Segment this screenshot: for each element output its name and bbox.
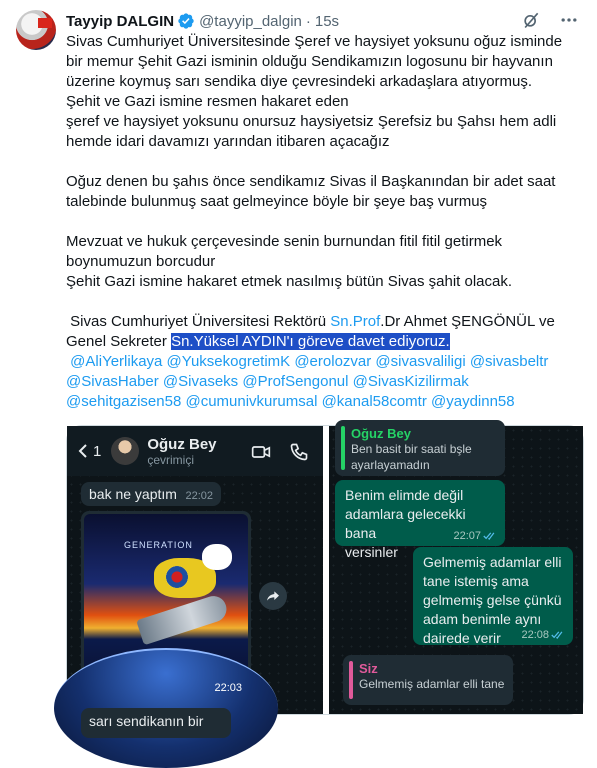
message-meta bbox=[453, 530, 497, 542]
mention-line[interactable]: @AliYerlikaya @YuksekogretimK @erolozvar @sivasvaliligi @sivasbeltr bbox=[66, 353, 549, 370]
tweet-media[interactable] bbox=[66, 425, 584, 729]
message-text: adamlara gelecekki bana bbox=[345, 506, 466, 541]
quote-text: Gelmemiş adamlar elli tane bbox=[359, 677, 505, 691]
chat-actions bbox=[251, 442, 309, 462]
text-line: üzerine koymuş sarı sendika diye çevresindeki arkadaşlara atıyormuş. bbox=[66, 73, 533, 90]
contact-avatar[interactable] bbox=[111, 437, 139, 465]
message-text: dairede verir bbox=[423, 630, 501, 646]
text-line: talebinde bulunmuş saat gelmeyince böyle bir şeye baş vurmuş bbox=[66, 193, 488, 210]
quote-author: Siz bbox=[359, 661, 378, 676]
timestamp[interactable]: 15s bbox=[314, 12, 340, 30]
more-icon[interactable] bbox=[559, 10, 579, 30]
quote-bar bbox=[349, 661, 353, 699]
double-check-icon bbox=[551, 630, 565, 640]
message-text: Benim elimde değil bbox=[345, 487, 464, 503]
quote-bar bbox=[341, 426, 345, 470]
message-text: gelmemiş gelse çünkü bbox=[423, 592, 562, 608]
text-line: boynumuzun borcudur bbox=[66, 253, 216, 270]
image-message[interactable] bbox=[81, 511, 251, 701]
quote-text: Ben basit bir saati bşle bbox=[351, 442, 472, 456]
chat-header bbox=[67, 426, 323, 476]
message-meta bbox=[521, 629, 565, 641]
message-time: 22:02 bbox=[185, 490, 213, 502]
text-line: bir memur Şehit Gazi isminin olduğu Sendikamızın logosunu bir hayvanın bbox=[66, 53, 553, 70]
handle[interactable]: @tayyip_dalgin bbox=[199, 12, 302, 30]
verified-badge-icon bbox=[177, 12, 195, 30]
contact-info bbox=[147, 436, 216, 467]
unread-count: 1 bbox=[93, 442, 102, 460]
display-name[interactable]: Tayyip DALGIN bbox=[66, 12, 175, 30]
message-bubble-out bbox=[413, 547, 573, 645]
contact-name: Oğuz Bey bbox=[147, 435, 217, 453]
image-content bbox=[84, 514, 248, 698]
image-caption: GENERATION bbox=[124, 540, 193, 550]
share-button[interactable] bbox=[259, 582, 287, 610]
text-line: Sivas Cumhuriyet Üniversitesinde Şeref ve haysiyet yoksunu oğuz isminde bbox=[66, 33, 563, 50]
back-arrow-icon[interactable] bbox=[75, 443, 91, 459]
quote-text: ayarlayamadın bbox=[351, 458, 430, 472]
video-call-icon[interactable] bbox=[251, 442, 271, 462]
message-time: 22:08 bbox=[521, 629, 549, 641]
text-line bbox=[66, 312, 588, 332]
avatar[interactable] bbox=[16, 10, 56, 50]
selected-text: Sn.Yüksel AYDIN'ı göreve davet ediyoruz. bbox=[171, 333, 450, 350]
mention-line[interactable]: @sehitgazisen58 @cumunivkurumsal @kanal58comtr @yaydinn58 bbox=[66, 393, 515, 410]
message-text: tane istemiş ama bbox=[423, 573, 529, 589]
text-line: Mevzuat ve hukuk çerçevesinde senin burnundan fitil fitil getirmek bbox=[66, 233, 503, 250]
tweet-header bbox=[66, 10, 587, 32]
message-text: bak ne yaptım bbox=[89, 486, 177, 502]
message-time: 22:03 bbox=[214, 682, 242, 694]
message-bubble bbox=[81, 482, 221, 506]
avatar-flag bbox=[38, 18, 52, 28]
grok-icon[interactable] bbox=[521, 10, 541, 30]
text-line: Oğuz denen bu şahıs önce sendikamız Sivas il Başkanından bir adet saat bbox=[66, 173, 556, 190]
quote-author: Oğuz Bey bbox=[351, 426, 411, 441]
message-text: Gelmemiş adamlar elli bbox=[423, 554, 562, 570]
union-logo bbox=[166, 566, 188, 588]
phone-icon[interactable] bbox=[289, 442, 309, 462]
quoted-message bbox=[343, 655, 513, 705]
bull-head-shape bbox=[202, 544, 232, 570]
message-text: sarı sendikanın bir bbox=[89, 713, 204, 729]
message-time: 22:07 bbox=[453, 530, 481, 542]
header-actions bbox=[521, 10, 579, 30]
message-text: versinler bbox=[345, 544, 398, 560]
text-line: şeref ve haysiyet yoksunu onursuz haysiyetsiz Şerefsiz bu Şahsı hem adli bbox=[66, 113, 557, 130]
tweet-text bbox=[66, 32, 588, 412]
link-sn-prof[interactable]: Sn.Prof bbox=[330, 313, 381, 330]
text-span: .Dr Ahmet ŞENGÖNÜL ve bbox=[380, 313, 555, 330]
message-bubble bbox=[81, 708, 231, 738]
quoted-message bbox=[335, 420, 505, 476]
double-check-icon bbox=[483, 531, 497, 541]
contact-status: çevrimiçi bbox=[147, 452, 195, 467]
rocket-shape bbox=[136, 593, 230, 646]
mention-line[interactable]: @SivasHaber @Sivaseks @ProfSengonul @SivasKizilirmak bbox=[66, 373, 469, 390]
text-span: Genel Sekreter bbox=[66, 333, 167, 350]
media-image-right[interactable] bbox=[329, 426, 583, 714]
text-span: Sivas Cumhuriyet Üniversitesi Rektörü bbox=[66, 313, 331, 330]
text-line: hemde idari davamızı yarından itibaren açacağız bbox=[66, 133, 390, 150]
message-bubble-out bbox=[335, 480, 505, 560]
share-icon bbox=[265, 588, 281, 604]
message-text: adam benimle aynı bbox=[423, 611, 542, 627]
text-line: Şehit ve Gazi ismine resmen hakaret eden bbox=[66, 93, 349, 110]
separator-dot: · bbox=[305, 12, 311, 30]
text-line: Şehit Gazi ismine hakaret etmek nasılmış bütün Sivas şahit olacak. bbox=[66, 273, 513, 290]
media-image-left[interactable] bbox=[67, 426, 323, 729]
text-line bbox=[66, 332, 588, 352]
